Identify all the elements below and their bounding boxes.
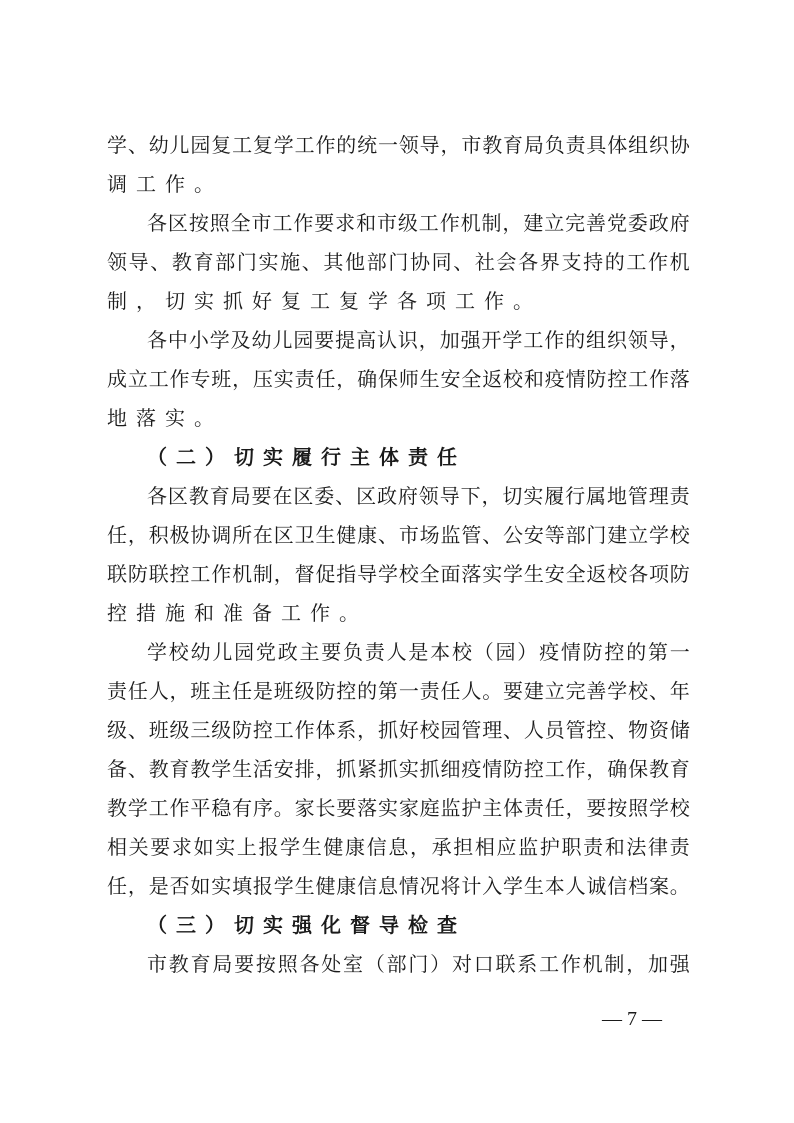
- line-text: 任 ， 积 极 协 调 所 在 区 卫 生 健 康 、 市 场 监 管 、 公 安 等 部 门 建 立 学 校: [107, 523, 690, 547]
- section-heading: [107, 438, 690, 477]
- section-heading: [107, 906, 690, 945]
- line-text: 控 措 施 和 准 备 工 作 。: [107, 601, 359, 625]
- line-text: 制 ， 切 实 抓 好 复 工 复 学 各 项 工 作 。: [107, 289, 533, 313]
- line-text: 市 教 育 局 要 按 照 各 处 室 （ 部 门 ） 对 口 联 系 工 作 机 制 ， 加 强: [147, 952, 690, 976]
- line-text: 调 工 作 。: [107, 172, 214, 196]
- body-text: [107, 126, 690, 984]
- text-line: [107, 516, 690, 555]
- line-text: 各 区 按 照 全 市 工 作 要 求 和 市 级 工 作 机 制 ， 建 立 完 善 党 委 政 府: [147, 211, 690, 235]
- line-text: 各 区 教 育 局 要 在 区 委 、 区 政 府 领 导 下 ， 切 实 履 行 属 地 管 理 责: [147, 484, 690, 508]
- text-line: [107, 243, 690, 282]
- line-text: 成 立 工 作 专 班 ， 压 实 责 任 ， 确 保 师 生 安 全 返 校 和 疫 情 防 控 工 作 落: [107, 367, 690, 391]
- page-number: — 7 —: [602, 1008, 662, 1030]
- text-line: [107, 399, 690, 438]
- text-line: [107, 789, 690, 828]
- line-text: 教 学 工 作 平 稳 有 序 。 家 长 要 落 实 家 庭 监 护 主 体 责 任 ， 要 按 照 学 校: [107, 796, 690, 820]
- text-line: [107, 945, 690, 984]
- line-text: 学 、 幼 儿 园 复 工 复 学 工 作 的 统 一 领 导 ， 市 教 育 局 负 责 具 体 组 织 协: [107, 133, 690, 157]
- line-text: 各 中 小 学 及 幼 儿 园 要 提 高 认 识 ， 加 强 开 学 工 作 的 组 织 领 导 ，: [147, 328, 690, 352]
- line-text: 相 关 要 求 如 实 上 报 学 生 健 康 信 息 ， 承 担 相 应 监 护 职 责 和 法 律 责: [107, 835, 690, 859]
- text-line: [107, 126, 690, 165]
- line-text: 级 、 班 级 三 级 防 控 工 作 体 系 ， 抓 好 校 园 管 理 、 人 员 管 控 、 物 资 储: [107, 718, 690, 742]
- line-text: 联 防 联 控 工 作 机 制 ， 督 促 指 导 学 校 全 面 落 实 学 生 安 全 返 校 各 项 防: [107, 562, 690, 586]
- text-line: [107, 672, 690, 711]
- text-line: [107, 633, 690, 672]
- text-line: [107, 867, 690, 906]
- text-line: [107, 321, 690, 360]
- text-line: [107, 204, 690, 243]
- text-line: [107, 828, 690, 867]
- line-text: 学 校 幼 儿 园 党 政 主 要 负 责 人 是 本 校 （ 园 ） 疫 情 防 控 的 第 一: [147, 640, 690, 664]
- line-text: 任 ， 是 否 如 实 填 报 学 生 健 康 信 息 情 况 将 计 入 学 生 本 人 诚 信 档 案 。: [107, 874, 690, 898]
- text-line: [107, 360, 690, 399]
- line-text: 备 、 教 育 教 学 生 活 安 排 ， 抓 紧 抓 实 抓 细 疫 情 防 控 工 作 ， 确 保 教 育: [107, 757, 690, 781]
- text-line: [107, 477, 690, 516]
- text-line: [107, 750, 690, 789]
- line-text: 领 导 、 教 育 部 门 实 施 、 其 他 部 门 协 同 、 社 会 各 界 支 持 的 工 作 机: [107, 250, 690, 274]
- text-line: [107, 594, 690, 633]
- text-line: [107, 282, 690, 321]
- text-line: [107, 711, 690, 750]
- line-text: 地 落 实 。: [107, 406, 214, 430]
- line-text: 责 任 人 ， 班 主 任 是 班 级 防 控 的 第 一 责 任 人 。 要 建 立 完 善 学 校 、 年: [107, 679, 690, 703]
- text-line: [107, 555, 690, 594]
- text-line: [107, 165, 690, 204]
- line-text: （ 二 ） 切 实 履 行 主 体 责 任: [147, 445, 457, 469]
- line-text: （ 三 ） 切 实 强 化 督 导 检 查: [147, 913, 457, 937]
